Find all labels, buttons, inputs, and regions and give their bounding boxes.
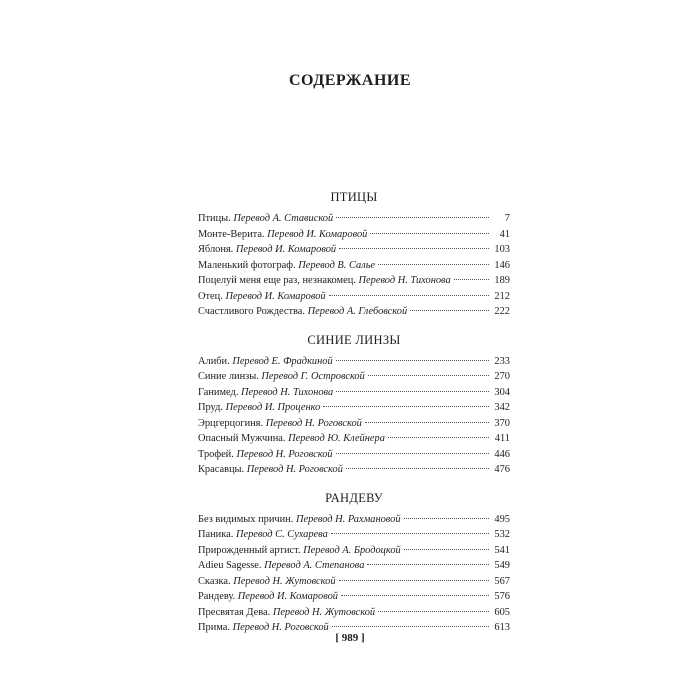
entry-page-number: 233 [494, 355, 510, 367]
toc-entry [198, 227, 510, 243]
entry-title-group [198, 258, 375, 274]
entry-title: Без видимых причин. [198, 513, 294, 525]
dot-leader [329, 295, 489, 296]
entry-title: Ганимед. [198, 386, 239, 398]
entry-page-number: 103 [494, 244, 510, 255]
entry-translator: Перевод Н. Тихонова [358, 275, 451, 286]
dot-leader [336, 453, 489, 454]
section-heading: РАНДЕВУ [325, 490, 383, 505]
entry-title-group [198, 289, 326, 305]
entry-title-group [198, 558, 364, 574]
entry-translator: Перевод Ю. Клейнера [288, 433, 385, 444]
entry-translator: Перевод И. Комаровой [235, 244, 337, 255]
dot-leader [323, 406, 489, 407]
entry-translator: Перевод В. Салье [298, 259, 376, 271]
entry-title: Прима. [198, 622, 230, 633]
dot-leader [404, 549, 489, 550]
entry-translator: Перевод Н. Роговской [265, 417, 362, 429]
toc-entry [198, 211, 510, 227]
entry-page-number: 7 [504, 213, 510, 224]
dot-leader [404, 518, 489, 519]
toc-entry [198, 416, 510, 432]
table-of-contents [198, 187, 510, 646]
entry-title-group [198, 354, 333, 370]
dot-leader [378, 611, 489, 612]
dot-leader [331, 533, 489, 534]
entry-page-number: 549 [494, 560, 510, 571]
entry-title: Птицы. [198, 213, 231, 224]
dot-leader [367, 564, 489, 565]
entry-page-number: 411 [494, 433, 510, 444]
toc-section [198, 330, 510, 478]
dot-leader [365, 422, 489, 423]
entry-translator: Перевод С. Сухарева [235, 529, 328, 540]
entry-translator: Перевод И. Проценко [225, 402, 321, 413]
entry-translator: Перевод А. Глебовской [307, 306, 408, 317]
entry-title-group [198, 211, 333, 227]
entry-title: Счастливого Рождества. [198, 306, 306, 317]
entry-title: Синие линзы. [198, 371, 259, 382]
entry-page-number: 567 [494, 575, 510, 587]
toc-entry [198, 605, 510, 621]
entry-translator: Перевод А. Бродоцкой [303, 544, 401, 556]
section-heading: СИНИЕ ЛИНЗЫ [307, 332, 401, 347]
dot-leader [454, 279, 489, 280]
entry-page-number: 370 [494, 417, 510, 429]
entry-title: Пресвятая Дева. [198, 606, 271, 618]
entry-translator: Перевод Н. Тихонова [241, 386, 334, 398]
toc-entry [198, 574, 510, 590]
entry-translator: Перевод Н. Роговской [236, 448, 333, 460]
entry-title-group [198, 543, 401, 559]
dot-leader [339, 248, 489, 249]
entry-page-number: 146 [494, 259, 510, 271]
entry-page-number: 304 [494, 386, 510, 398]
toc-entry [198, 242, 510, 258]
dot-leader [370, 233, 489, 234]
dot-leader [378, 264, 489, 265]
entry-translator: Перевод Н. Роговской [246, 464, 343, 475]
entry-title-group [198, 589, 338, 605]
entry-title-group [198, 304, 407, 320]
dot-leader [336, 391, 489, 392]
toc-entry [198, 447, 510, 463]
dot-leader [336, 360, 489, 361]
entry-title: Красавцы. [198, 464, 245, 475]
entry-title-group [198, 400, 320, 416]
toc-entry [198, 462, 510, 478]
dot-leader [339, 580, 489, 581]
entry-title-group [198, 431, 385, 447]
entry-title-group [198, 462, 343, 478]
entry-title-group [198, 273, 451, 289]
entry-title-group [198, 416, 362, 432]
toc-entry [198, 431, 510, 447]
dot-leader [332, 626, 489, 627]
page-title: СОДЕРЖАНИЕ [288, 72, 412, 89]
toc-entry [198, 354, 510, 370]
entry-page-number: 222 [494, 306, 510, 317]
entry-title: Опасный Мужчина. [198, 433, 286, 444]
entry-title-group [198, 527, 328, 543]
dot-leader [368, 375, 489, 376]
toc-entry [198, 512, 510, 528]
entry-title: Маленький фотограф. [198, 259, 296, 271]
toc-entry [198, 289, 510, 305]
toc-entry [198, 543, 510, 559]
entry-page-number: 476 [494, 464, 510, 475]
entry-title-group [198, 574, 336, 590]
toc-entry [198, 273, 510, 289]
entry-page-number: 532 [494, 529, 510, 540]
entry-title: Пруд. [198, 402, 223, 413]
entry-title-group [198, 385, 333, 401]
entry-title: Рандеву. [198, 591, 236, 602]
entry-page-number: 212 [494, 290, 510, 302]
entry-page-number: 270 [494, 371, 510, 382]
entry-page-number: 605 [494, 606, 510, 618]
toc-entry [198, 558, 510, 574]
toc-entry [198, 304, 510, 320]
entry-translator: Перевод Н. Жутовской [272, 606, 376, 618]
entry-title: Алиби. [198, 355, 230, 367]
entry-title: Яблоня. [198, 244, 234, 255]
entry-title: Сказка. [198, 575, 231, 587]
entry-page-number: 495 [494, 513, 510, 525]
entry-title: Прирожденный артист. [198, 544, 301, 556]
entry-translator: Перевод Н. Роговской [232, 622, 329, 633]
toc-entry [198, 589, 510, 605]
page-number: [ 989 ] [335, 632, 365, 644]
entry-title: Монте-Верита. [198, 228, 265, 240]
entry-translator: Перевод И. Комаровой [237, 591, 338, 602]
entry-title-group [198, 512, 401, 528]
entry-translator: Перевод Н. Рахмановой [295, 513, 401, 525]
toc-entry [198, 400, 510, 416]
entry-translator: Перевод И. Комаровой [267, 228, 368, 240]
entry-page-number: 41 [499, 228, 510, 240]
dot-leader [341, 595, 489, 596]
entry-page-number: 541 [494, 544, 510, 556]
entry-page-number: 446 [494, 448, 510, 460]
dot-leader [410, 310, 489, 311]
entry-title: Паника. [198, 529, 234, 540]
toc-section [198, 488, 510, 636]
entry-page-number: 613 [494, 622, 510, 633]
entry-title-group [198, 227, 367, 243]
entry-title-group [198, 447, 333, 463]
toc-entry [198, 369, 510, 385]
toc-entry [198, 527, 510, 543]
dot-leader [346, 468, 489, 469]
entry-title: Эрцгерцогиня. [198, 417, 264, 429]
entry-title-group [198, 369, 365, 385]
dot-leader [388, 437, 489, 438]
entry-page-number: 189 [494, 275, 510, 286]
section-heading: ПТИЦЫ [330, 190, 378, 204]
entry-translator: Перевод А. Ставиской [233, 213, 334, 224]
entry-title: Отец. [198, 290, 223, 302]
toc-entry [198, 258, 510, 274]
entry-title: Поцелуй меня еще раз, незнакомец. [198, 275, 356, 286]
entry-title-group [198, 242, 336, 258]
entry-title-group [198, 605, 375, 621]
entry-page-number: 576 [494, 591, 510, 602]
entry-title: Трофей. [198, 448, 234, 460]
entry-translator: Перевод Е. Фрадкиной [232, 355, 333, 367]
entry-page-number: 342 [494, 402, 510, 413]
toc-section [198, 187, 510, 320]
entry-translator: Перевод Г. Островской [261, 371, 365, 382]
toc-entry [198, 385, 510, 401]
entry-translator: Перевод И. Комаровой [225, 290, 326, 302]
entry-translator: Перевод Н. Жутовской [233, 575, 336, 587]
dot-leader [336, 217, 489, 218]
entry-translator: Перевод А. Степанова [264, 560, 365, 571]
entry-title: Adieu Sagesse. [198, 560, 262, 571]
